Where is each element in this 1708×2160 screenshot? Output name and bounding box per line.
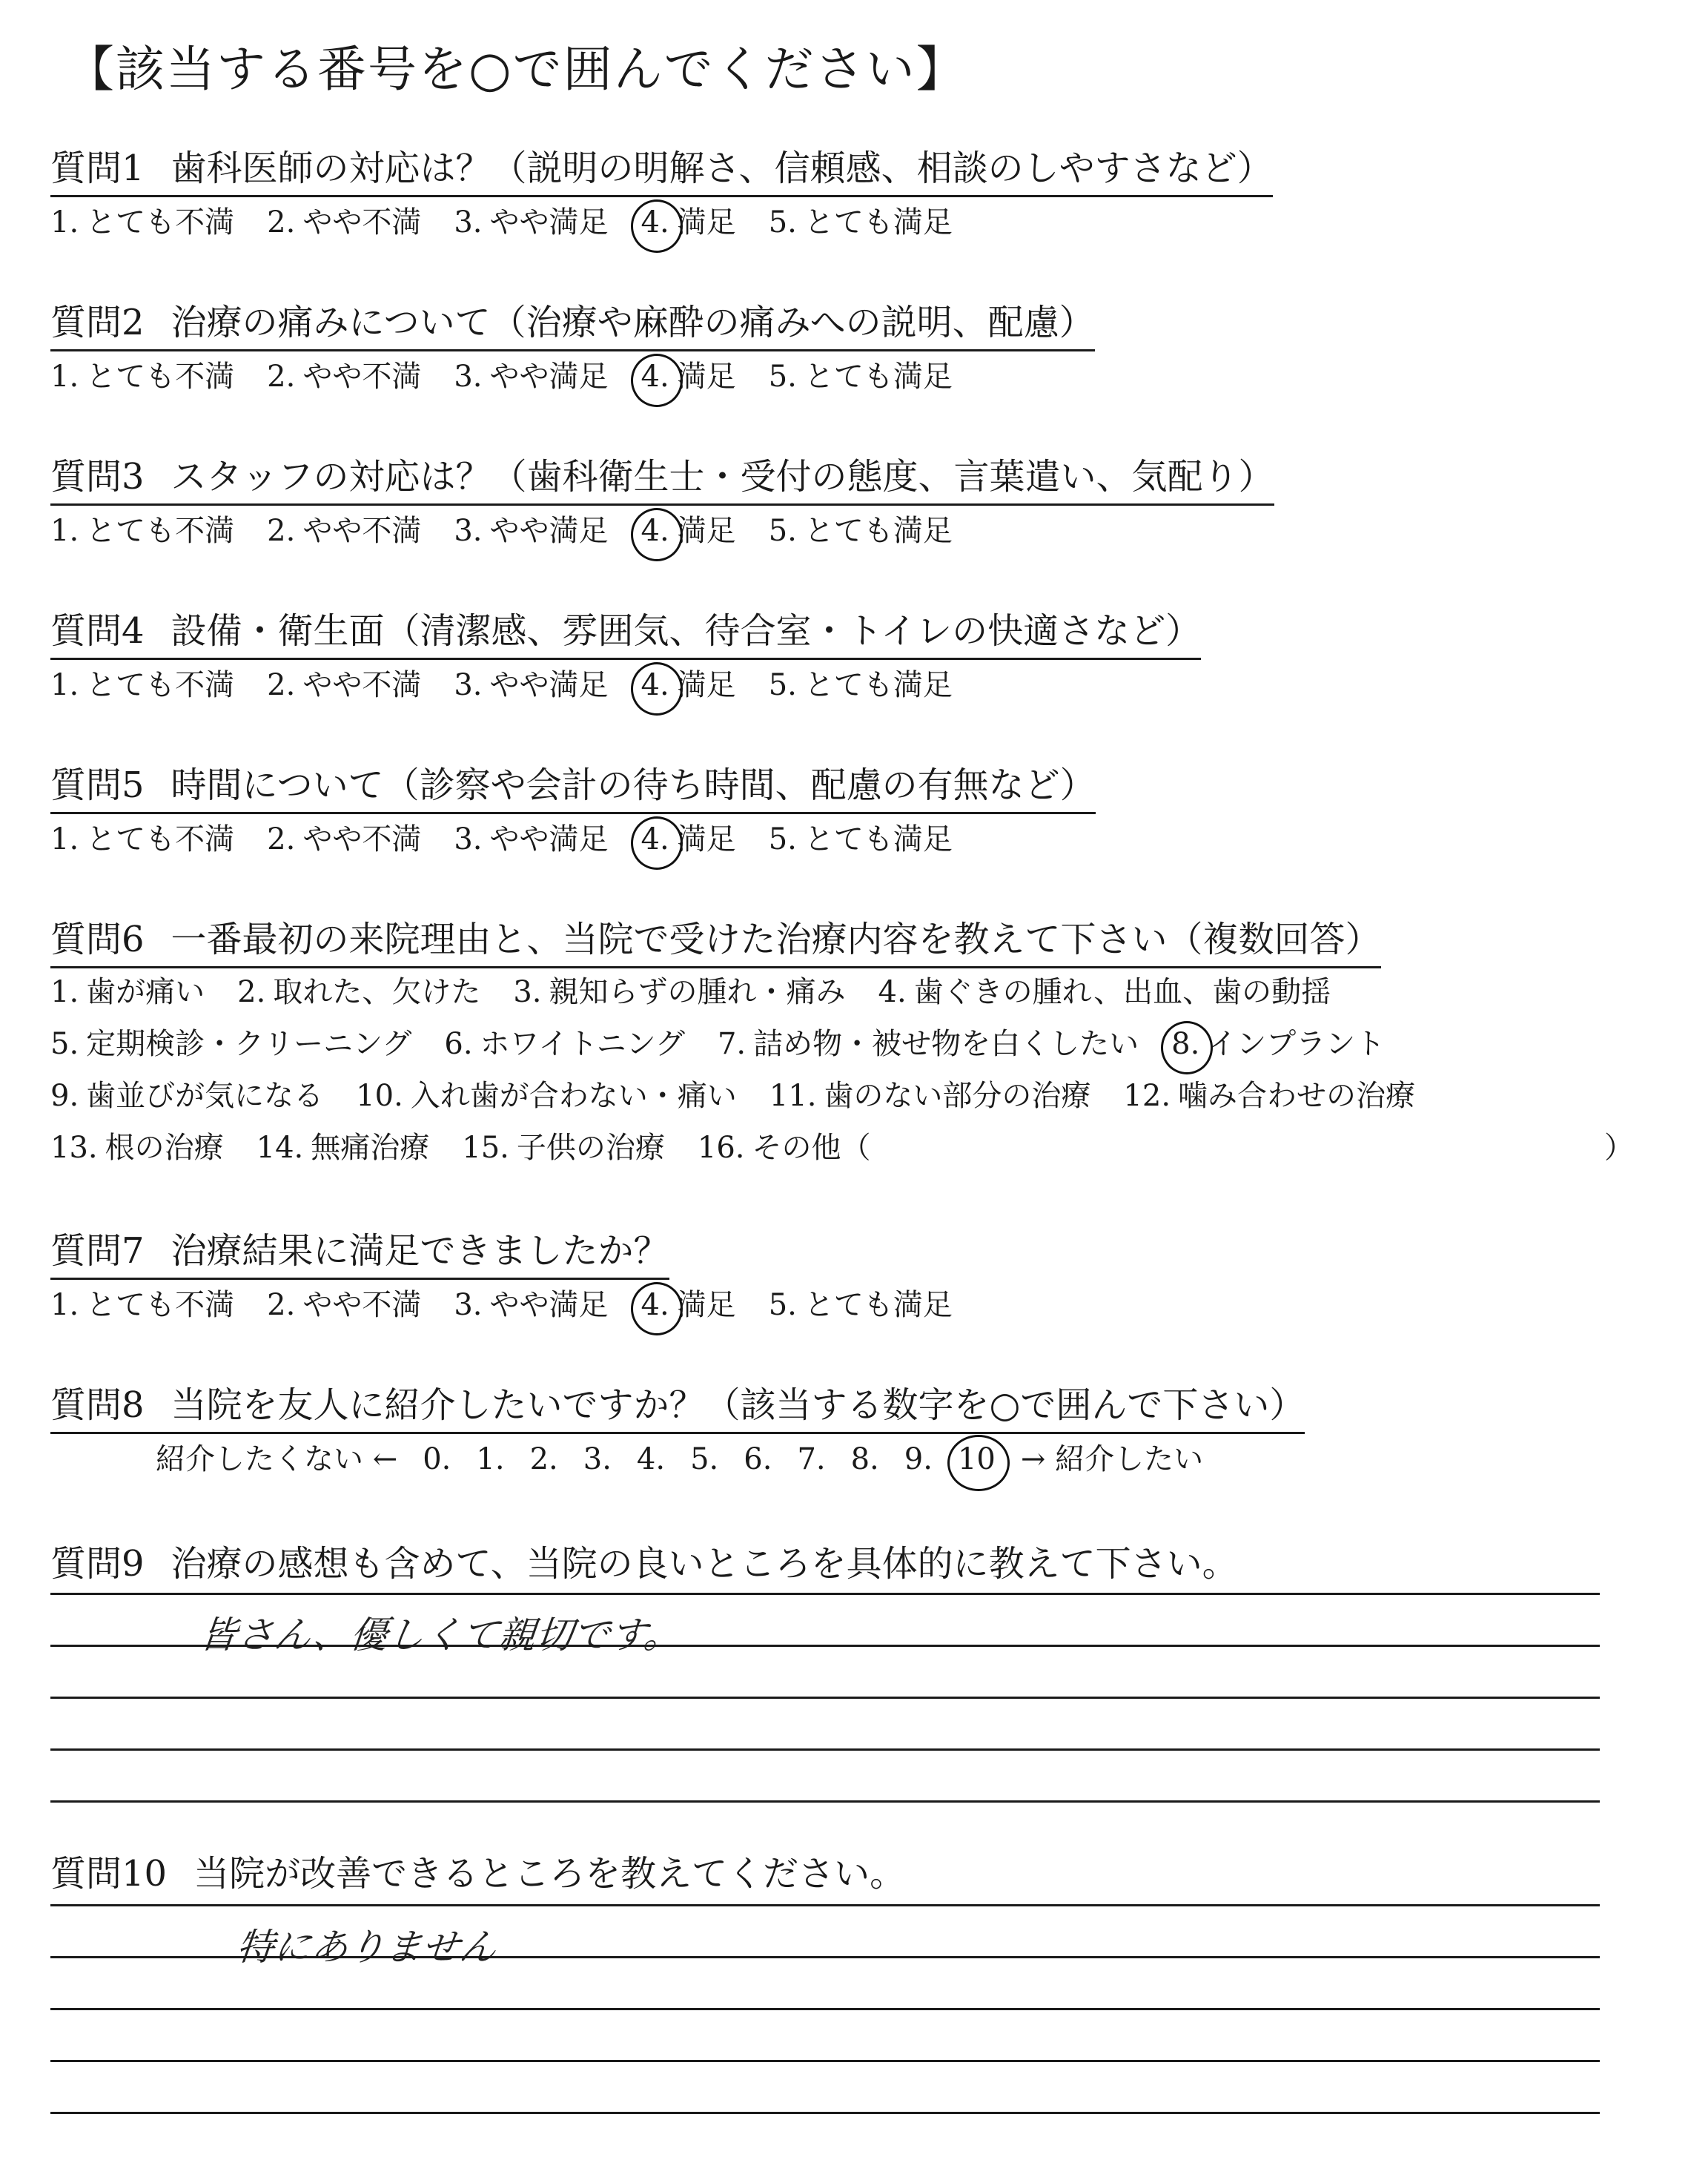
question-6-row <box>50 1020 1417 1063</box>
option[interactable] <box>237 968 480 1011</box>
option[interactable] <box>769 1281 953 1324</box>
option-number-circled: 4. <box>640 205 669 240</box>
question-number: 質問2 <box>50 302 145 343</box>
scale-value[interactable]: 1. <box>476 1442 505 1476</box>
answer-line <box>50 1645 1600 1647</box>
option[interactable] <box>769 353 953 395</box>
option[interactable] <box>641 816 736 858</box>
scale-value[interactable]: 7. <box>797 1442 826 1476</box>
option[interactable] <box>454 353 608 395</box>
question-number: 質問6 <box>50 919 145 960</box>
question-text: 治療の痛みについて（治療や麻酔の痛みへの説明、配慮） <box>171 302 1095 343</box>
option[interactable] <box>454 816 608 858</box>
option[interactable] <box>878 968 1331 1011</box>
option-label: とても不満 <box>86 205 235 240</box>
option-number: 16. <box>697 1131 745 1165</box>
option-label: やや不満 <box>302 1288 422 1322</box>
option-number-circled: 4. <box>640 1288 669 1322</box>
option[interactable] <box>267 507 421 549</box>
question-7-options <box>50 1281 985 1324</box>
option[interactable] <box>267 661 421 704</box>
answer-line <box>50 2112 1600 2114</box>
question-text: 時間について（診察や会計の待ち時間、配慮の有無など） <box>171 764 1096 806</box>
scale-value[interactable]: 5. <box>690 1442 719 1476</box>
option[interactable] <box>769 507 953 549</box>
option-label: とても不満 <box>86 668 235 702</box>
question-text: スタッフの対応は？（歯科衛生士・受付の態度、言葉遣い、気配り） <box>171 456 1274 498</box>
other-paren-close: ） <box>1604 1131 1634 1165</box>
option[interactable] <box>267 353 421 395</box>
question-5-options <box>50 816 985 858</box>
option-number: 1. <box>50 668 79 702</box>
option-number-circled: 4. <box>640 668 669 702</box>
option-number: 2. <box>267 360 296 394</box>
scale-value[interactable]: 3. <box>583 1442 612 1476</box>
option-label: とても満足 <box>804 360 953 394</box>
option[interactable] <box>267 816 421 858</box>
option[interactable] <box>444 1020 685 1063</box>
option-number: 1. <box>50 360 79 394</box>
question-2-options <box>50 353 985 395</box>
scale-value[interactable]: 4. <box>636 1442 666 1476</box>
option[interactable] <box>698 1124 871 1166</box>
question-number: 質問5 <box>50 764 145 806</box>
scale-value[interactable]: 0. <box>423 1442 451 1476</box>
option-number: 2. <box>237 975 266 1009</box>
answer-line <box>50 1956 1600 1958</box>
question-number: 質問10 <box>50 1853 168 1895</box>
question-number: 質問9 <box>50 1543 145 1585</box>
handwritten-answer: 特にありません <box>234 1926 499 1969</box>
option-number: 3. <box>454 822 483 856</box>
question-1-options <box>50 199 985 241</box>
answer-line <box>50 1800 1600 1803</box>
question-6-row <box>50 1072 1448 1114</box>
option[interactable] <box>50 1124 224 1166</box>
scale-value[interactable]: 6. <box>744 1442 772 1476</box>
option-label: 詰め物・被せ物を白くしたい <box>753 1027 1139 1061</box>
question-3-heading <box>50 448 1274 506</box>
answer-line <box>50 1904 1600 1906</box>
option-number: 1. <box>50 822 79 856</box>
option[interactable] <box>1123 1072 1415 1114</box>
question-6-row <box>50 1124 904 1166</box>
option[interactable] <box>769 199 953 241</box>
option[interactable] <box>641 1281 736 1324</box>
option-label: やや不満 <box>302 668 422 702</box>
question-text: 一番最初の来院理由と、当院で受けた治療内容を教えて下さい（複数回答） <box>171 919 1381 960</box>
answer-line <box>50 1748 1600 1751</box>
option-number: 5. <box>768 514 797 548</box>
option-number: 2. <box>267 1288 296 1322</box>
option-label: やや満足 <box>489 514 609 548</box>
option[interactable] <box>1171 1020 1385 1063</box>
question-5-heading <box>50 756 1096 814</box>
option-number: 5. <box>50 1027 79 1061</box>
option-number: 5. <box>768 1288 797 1322</box>
answer-line <box>50 2008 1600 2010</box>
option-number: 2. <box>267 668 296 702</box>
option[interactable] <box>769 661 953 704</box>
option-label: 歯のない部分の治療 <box>824 1079 1091 1113</box>
option-number: 3. <box>454 668 483 702</box>
option-label: 取れた、欠けた <box>273 975 481 1009</box>
option-label: ホワイトニング <box>480 1027 685 1061</box>
question-4-options <box>50 661 985 704</box>
option-number: 3. <box>454 360 483 394</box>
scale-right-label: → 紹介したい <box>1020 1442 1204 1476</box>
option[interactable] <box>641 507 736 549</box>
option-label: 子供の治療 <box>516 1131 665 1165</box>
question-number: 質問7 <box>50 1230 145 1272</box>
option-number: 5. <box>768 205 797 240</box>
option-number-circled: 8. <box>1171 1027 1200 1061</box>
scale-value[interactable]: 8. <box>850 1442 879 1476</box>
option-label: とても満足 <box>804 514 953 548</box>
option-number: 3. <box>454 205 483 240</box>
question-text: 当院を友人に紹介したいですか？（該当する数字を○で囲んで下さい） <box>171 1384 1305 1426</box>
option-label: 満足 <box>676 514 736 548</box>
option-number-circled: 4. <box>640 514 669 548</box>
option-label: とても満足 <box>804 205 953 240</box>
question-number: 質問8 <box>50 1384 145 1426</box>
option-number: 1. <box>50 975 79 1009</box>
option[interactable] <box>513 968 845 1011</box>
option-label: とても不満 <box>86 360 235 394</box>
scale-left-label: 紹介したくない ← <box>156 1442 398 1476</box>
option[interactable] <box>641 353 736 395</box>
option-label: やや満足 <box>489 668 609 702</box>
question-7-heading <box>50 1222 669 1280</box>
option-number: 13. <box>50 1131 98 1165</box>
option[interactable] <box>50 816 234 858</box>
option-label: とても不満 <box>86 822 235 856</box>
option[interactable] <box>769 816 953 858</box>
option-number: 5. <box>768 668 797 702</box>
option-number: 1. <box>50 514 79 548</box>
option[interactable] <box>267 199 421 241</box>
option[interactable] <box>50 199 234 241</box>
option-label: 歯並びが気になる <box>86 1079 324 1113</box>
question-text: 治療結果に満足できましたか？ <box>171 1230 669 1272</box>
option-label: やや不満 <box>302 822 422 856</box>
option-label: インプラント <box>1207 1027 1386 1061</box>
option-number: 15. <box>462 1131 509 1165</box>
option[interactable] <box>769 1072 1091 1114</box>
question-10-heading <box>50 1845 905 1900</box>
option[interactable] <box>454 507 608 549</box>
option[interactable] <box>641 661 736 704</box>
option-number: 3. <box>454 1288 483 1322</box>
option-label: やや不満 <box>302 205 422 240</box>
answer-line <box>50 1593 1600 1595</box>
option[interactable] <box>718 1020 1139 1063</box>
page-title: 【該当する番号を○で囲んでください】 <box>65 41 967 98</box>
option-label: とても満足 <box>804 668 953 702</box>
option-number: 4. <box>878 975 907 1009</box>
option-label: その他（ <box>752 1131 871 1165</box>
question-4-heading <box>50 602 1201 660</box>
option-label: 歯ぐきの腫れ、出血、歯の動揺 <box>913 975 1331 1009</box>
question-8-heading <box>50 1376 1305 1434</box>
option[interactable] <box>50 1072 323 1114</box>
question-3-options <box>50 507 985 549</box>
option[interactable] <box>50 353 234 395</box>
option-label: やや不満 <box>302 360 422 394</box>
option-label: 無痛治療 <box>311 1131 430 1165</box>
option[interactable] <box>50 507 234 549</box>
question-1-heading <box>50 139 1273 197</box>
question-text: 歯科医師の対応は？（説明の明解さ、信頼感、相談のしやすさなど） <box>171 148 1273 189</box>
answer-line <box>50 1697 1600 1699</box>
scale-value[interactable]: 9. <box>904 1442 933 1476</box>
option-number: 11. <box>769 1079 817 1113</box>
option[interactable] <box>356 1072 737 1114</box>
option-label: とても不満 <box>86 1288 235 1322</box>
option-number: 1. <box>50 205 79 240</box>
option-label: やや満足 <box>489 1288 609 1322</box>
question-number: 質問3 <box>50 456 145 498</box>
option-number: 5. <box>768 822 797 856</box>
option[interactable] <box>50 1281 234 1324</box>
option-label: 満足 <box>676 822 736 856</box>
option-number: 10. <box>356 1079 403 1113</box>
option-label: 満足 <box>676 668 736 702</box>
option-number: 1. <box>50 1288 79 1322</box>
option[interactable] <box>50 968 205 1011</box>
option[interactable] <box>454 1281 608 1324</box>
option[interactable] <box>256 1124 430 1166</box>
option-label: やや不満 <box>302 514 422 548</box>
option[interactable] <box>454 661 608 704</box>
question-9-heading <box>50 1535 1238 1591</box>
option-label: 噛み合わせの治療 <box>1178 1079 1416 1113</box>
option-label: 満足 <box>676 360 736 394</box>
option-number: 5. <box>768 360 797 394</box>
option[interactable] <box>50 1020 411 1063</box>
answer-line <box>50 2060 1600 2062</box>
option[interactable] <box>267 1281 421 1324</box>
option-number: 2. <box>267 822 296 856</box>
option-label: 満足 <box>676 205 736 240</box>
handwritten-answer: 皆さん、優しくて親切です。 <box>197 1614 683 1657</box>
option-label: やや満足 <box>489 822 609 856</box>
option-label: 歯が痛い <box>86 975 205 1009</box>
question-2-heading <box>50 294 1095 351</box>
option-label: 定期検診・クリーニング <box>86 1027 412 1061</box>
option-number: 9. <box>50 1079 79 1113</box>
option-number-circled: 4. <box>640 822 669 856</box>
option-label: やや満足 <box>489 205 609 240</box>
option-number: 12. <box>1123 1079 1171 1113</box>
option-label: やや満足 <box>489 360 609 394</box>
option-number: 2. <box>267 514 296 548</box>
option-number-circled: 4. <box>640 360 669 394</box>
scale-value[interactable]: 10 <box>957 1442 996 1476</box>
option-label: 入れ歯が合わない・痛い <box>410 1079 737 1113</box>
option-number: 3. <box>454 514 483 548</box>
option[interactable] <box>50 661 234 704</box>
option-number: 14. <box>256 1131 304 1165</box>
option[interactable] <box>454 199 608 241</box>
question-number: 質問4 <box>50 610 145 652</box>
option-label: 親知らずの腫れ・痛み <box>549 975 846 1009</box>
option[interactable] <box>641 199 736 241</box>
option-number: 7. <box>717 1027 747 1061</box>
option-number: 6. <box>444 1027 473 1061</box>
option-label: とても満足 <box>804 822 953 856</box>
recommend-scale <box>156 1436 1228 1478</box>
question-6-heading <box>50 911 1381 968</box>
scale-value[interactable]: 2. <box>529 1442 558 1476</box>
option-number: 3. <box>513 975 542 1009</box>
option-label: とても満足 <box>804 1288 953 1322</box>
option-label: 根の治療 <box>105 1131 224 1165</box>
question-text: 治療の感想も含めて、当院の良いところを具体的に教えて下さい。 <box>171 1543 1238 1585</box>
question-number: 質問1 <box>50 148 145 189</box>
option-label: とても不満 <box>86 514 235 548</box>
question-6-row <box>50 968 1363 1011</box>
option-label: 満足 <box>676 1288 736 1322</box>
option[interactable] <box>462 1124 665 1166</box>
option-number: 2. <box>267 205 296 240</box>
question-text: 設備・衛生面（清潔感、雰囲気、待合室・トイレの快適さなど） <box>171 610 1202 652</box>
question-text: 当院が改善できるところを教えてください。 <box>193 1853 906 1895</box>
